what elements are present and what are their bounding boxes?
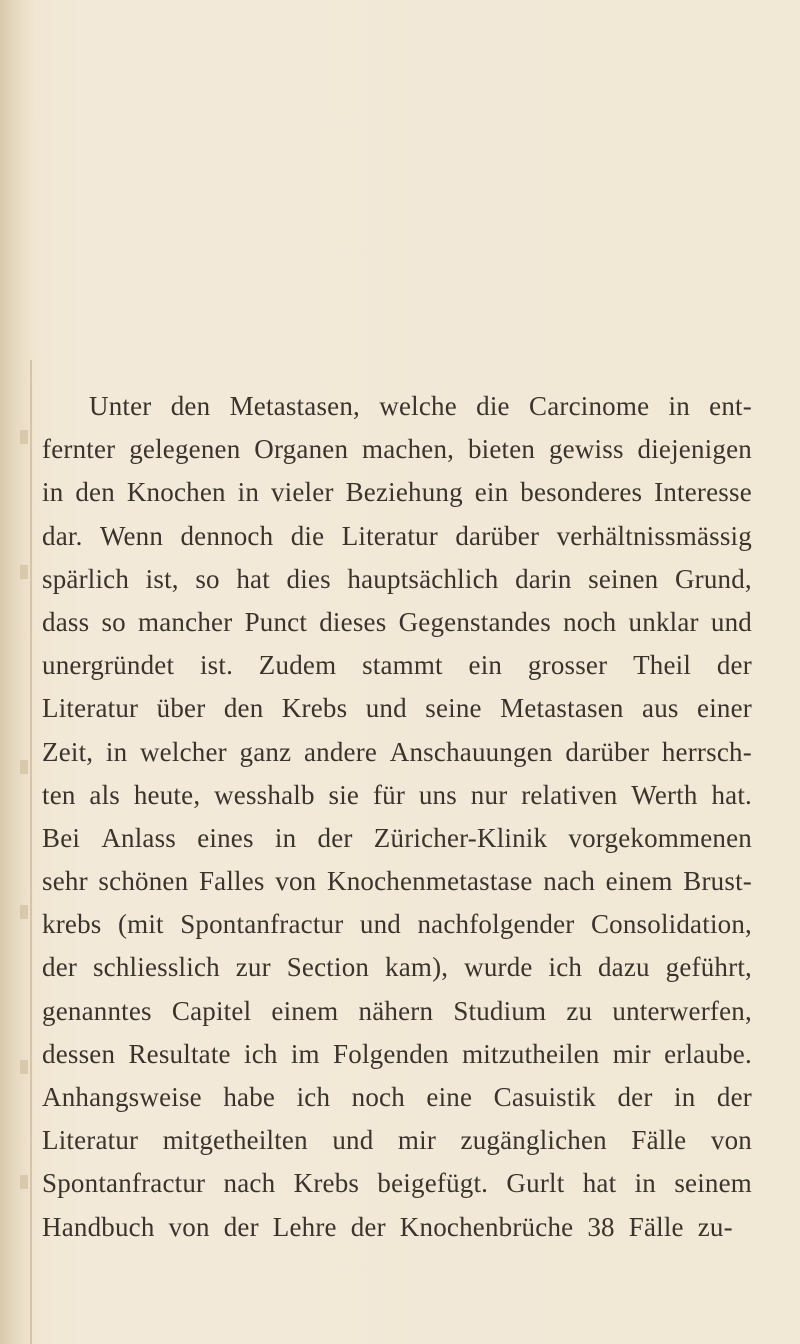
word: ist, [145,563,179,594]
word: von [275,866,317,897]
word: ten [42,779,76,810]
word: hat. [711,779,752,810]
text-line [42,1119,752,1162]
gutter-mark [20,760,28,774]
word: und [359,909,401,940]
text-line [42,731,752,774]
text-line [42,515,752,558]
word: Carcinome [529,391,650,421]
text-line [42,1162,752,1205]
word: grosser [527,650,608,681]
word: nach [543,866,596,897]
word: fernter [42,434,116,465]
gutter-mark [20,1060,28,1074]
word: zugänglichen [460,1125,607,1156]
gutter-mark [20,905,28,919]
text-line [42,903,752,946]
word: 38 [587,1211,615,1242]
word: dar. [42,520,83,551]
word: mitgetheilten [162,1125,308,1156]
word: zu [566,995,593,1026]
text-line [42,385,752,428]
word: ich [244,1038,278,1069]
word: zu- [697,1211,733,1242]
word: dass [42,606,90,637]
word: Falles [198,866,265,897]
word: eine [426,1082,473,1112]
word: darüber [455,520,540,551]
word: ent- [709,391,752,421]
text-line [42,644,752,687]
word: so [101,606,126,637]
word: Werth [631,779,698,810]
word: und [365,693,407,724]
word: seinen [588,563,659,594]
word: bieten [467,434,536,465]
word: dies [286,563,331,594]
word: Consolidation, [590,909,752,940]
text-line [42,1033,752,1076]
word: Zeit, [42,736,94,767]
word: (mit [117,909,164,940]
word: im [290,1038,320,1069]
word: Section [286,952,370,983]
word: von [168,1211,210,1242]
word: Fälle [631,1125,687,1156]
gutter-mark [20,565,28,579]
word: Literatur [42,693,139,724]
word: gewiss [548,434,624,465]
word: seine [425,693,482,724]
word: Krebs [281,693,348,724]
word: seinem [674,1168,752,1199]
word: Metastasen [500,693,624,724]
word: die [290,520,325,551]
word: darüber [565,736,650,767]
word: Capitel [171,995,252,1026]
word: der [617,1082,653,1112]
word: in [274,822,297,853]
text-line [42,428,752,471]
word: Knochen [126,477,226,508]
word: Lehre [272,1211,337,1242]
word: besonderes [520,477,643,508]
word: hauptsächlich [347,563,499,594]
word: Interesse [654,477,752,508]
word: Theil [633,650,692,681]
word: der [223,1211,259,1242]
word: darin [515,563,572,594]
word: als [89,779,121,810]
word: einem [605,866,673,897]
word: der [317,822,353,853]
word: ist. [199,650,234,681]
word: stammt [362,650,443,681]
word: wesshalb [214,779,315,810]
word: geführt, [665,952,752,983]
word: kam), [385,952,449,983]
word: ein [468,650,503,681]
word: so [195,563,220,594]
word: unklar [628,606,699,637]
word: Gegenstandes [398,606,551,637]
gutter-mark [20,1175,28,1189]
word: Beziehung [345,477,463,508]
word: nähern [358,995,434,1026]
word: machen, [362,434,455,465]
word: Brust- [683,866,752,897]
word: unergründet [42,650,175,681]
word: Metastasen, [229,391,360,421]
word: dennoch [180,520,274,551]
word: Zudem [258,650,337,681]
text-line [42,990,752,1033]
word: Wenn [99,520,164,551]
word: Knochenbrüche [399,1211,574,1242]
word: Literatur [42,1125,139,1156]
word: den [170,391,211,421]
word: Krebs [293,1168,360,1199]
word: mitzutheilen [462,1038,600,1069]
word: Spontanfractur [180,909,344,940]
text-line [42,774,752,817]
word: ein [474,477,509,508]
word: Knochenmetastase [327,866,533,897]
word: ich [548,952,583,983]
word: der [42,952,78,983]
word: in [42,477,64,508]
text-line [42,946,752,989]
word: sehr [42,866,88,897]
word: Grund, [674,563,752,594]
text-line [42,687,752,730]
word: mir [612,1038,651,1069]
word: habe [223,1082,276,1112]
word: schönen [98,866,189,897]
word: der [716,1082,752,1112]
word: genanntes [42,995,152,1026]
word: verhältnissmässig [556,520,752,551]
word: der [350,1211,386,1242]
word: erlaube. [664,1038,752,1069]
word: Literatur [341,520,438,551]
word: nach [223,1168,276,1199]
word: in [674,1082,696,1112]
word: einem [271,995,339,1026]
word: relativen [521,779,618,810]
word: mir [397,1125,437,1156]
word: einer [697,693,752,724]
word: in [237,477,260,508]
word: Bei [42,822,81,853]
word: dazu [597,952,650,983]
text-line [42,860,752,903]
word: Resultate [128,1038,231,1069]
word: Punct [244,606,308,637]
word: noch [351,1082,405,1112]
gutter-mark [20,430,28,444]
word: diejenigen [637,434,752,465]
word: Casuistik [493,1082,596,1112]
text-line [42,471,752,514]
word: Züricher-Klinik [373,822,548,853]
word: hat [582,1168,617,1199]
word: den [75,477,115,508]
word: vorgekommenen [568,822,752,853]
text-line [42,1206,752,1249]
word: mancher [138,606,233,637]
word: von [710,1125,752,1156]
gutter-line [30,360,32,1344]
word: andere [303,736,378,767]
word: noch [563,606,617,637]
word: Organen [254,434,349,465]
word: hat [236,563,270,594]
word: Anschauungen [389,736,553,767]
word: und [332,1125,374,1156]
word: Folgenden [333,1038,449,1069]
word: Gurlt [506,1168,565,1199]
word: spärlich [42,563,130,594]
word: beigefügt. [377,1168,489,1199]
text-line [42,817,752,860]
word: Unter [89,391,152,421]
word: aus [642,693,679,724]
word: in [634,1168,657,1199]
word: die [476,391,510,421]
word: eines [197,822,254,853]
word: welcher [139,736,227,767]
word: gelegenen [129,434,241,465]
text-line [42,1076,752,1119]
word: wurde [464,952,533,983]
word: unterwerfen, [612,995,752,1026]
word: Handbuch [42,1211,155,1242]
text-line [42,601,752,644]
word: vieler [270,477,334,508]
word: welche [379,391,457,421]
word: Anhangsweise [42,1082,202,1112]
word: Fälle [628,1211,684,1242]
word: nur [470,779,508,810]
word: sie [328,779,360,810]
word: für [372,779,406,810]
word: in [105,736,128,767]
word: in [668,391,690,421]
text-line [42,558,752,601]
word: der [716,650,752,681]
word: Spontanfractur [42,1168,206,1199]
word: Anlass [101,822,177,853]
word: zur [235,952,271,983]
word: und [710,606,752,637]
word: dessen [42,1038,116,1069]
body-text [42,385,752,1249]
word: krebs [42,909,102,940]
word: ganz [239,736,292,767]
word: herrsch- [661,736,752,767]
word: ich [296,1082,331,1112]
word: dieses [319,606,387,637]
word: schliesslich [92,952,220,983]
word: Studium [453,995,547,1026]
word: heute, [133,779,201,810]
word: uns [418,779,457,810]
word: über [156,693,206,724]
word: nachfolgender [417,909,575,940]
word: den [223,693,264,724]
